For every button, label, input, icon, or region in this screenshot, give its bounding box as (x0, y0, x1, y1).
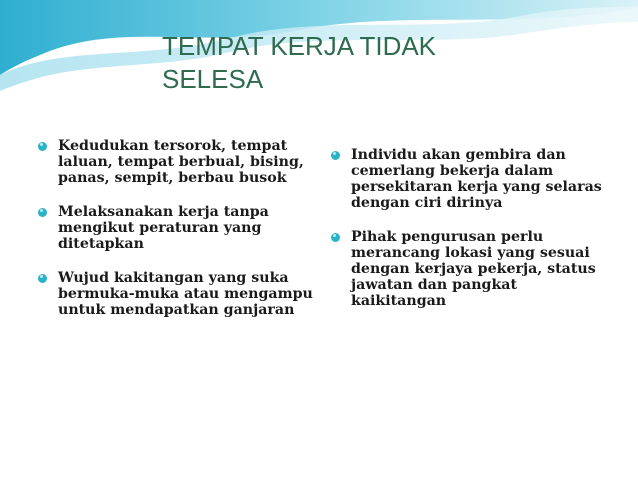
list-item-text: Melaksanakan kerja tanpa mengikut peraturan yang ditetapkan (58, 204, 269, 252)
bullet-icon (331, 151, 340, 160)
right-column (331, 147, 616, 327)
list-item (38, 270, 313, 318)
list-item-text: Wujud kakitangan yang suka bermuka-muka atau mengampu untuk mendapatkan ganjaran (58, 270, 313, 318)
list-item (331, 229, 616, 309)
bullet-icon (331, 233, 340, 242)
bullet-icon (38, 142, 47, 151)
left-column (38, 138, 313, 336)
list-item (38, 138, 313, 186)
list-item (331, 147, 616, 211)
slide-title-line-2: SELESA (162, 64, 264, 94)
list-item-text: Individu akan gembira dan cemerlang bekerja dalam persekitaran kerja yang selaras dengan ciri dirinya (351, 147, 602, 211)
slide-title (162, 30, 492, 96)
right-bullet-list (331, 147, 616, 309)
left-bullet-list (38, 138, 313, 318)
list-item (38, 204, 313, 252)
list-item-text: Pihak pengurusan perlu merancang lokasi yang sesuai dengan kerjaya pekerja, status jawatan dan pangkat kaikitangan (351, 229, 596, 309)
bullet-icon (38, 274, 47, 283)
slide-title-line-1: TEMPAT KERJA TIDAK (162, 31, 437, 61)
list-item-text: Kedudukan tersorok, tempat laluan, tempat berbual, bising, panas, sempit, berbau busok (58, 138, 304, 186)
bullet-icon (38, 208, 47, 217)
